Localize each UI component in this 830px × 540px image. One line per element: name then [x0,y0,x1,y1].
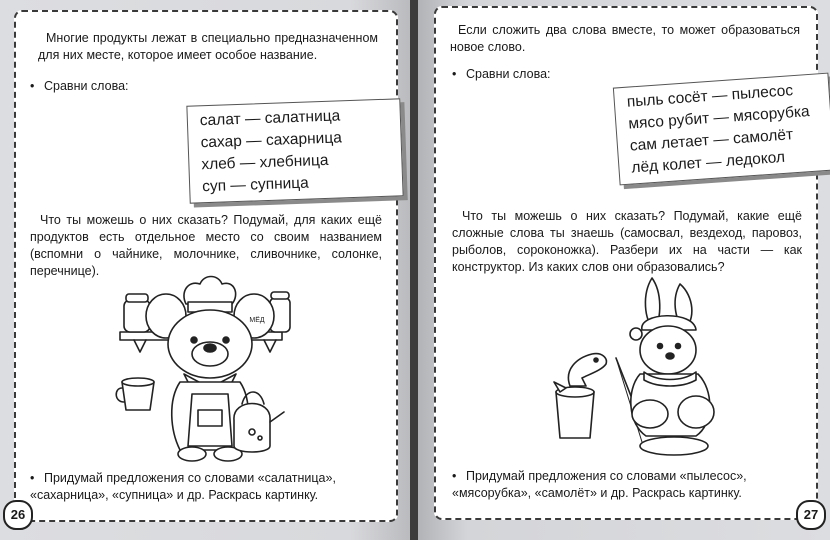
kettle [234,404,270,453]
left-page-card [14,10,398,522]
bunny-head [640,326,696,374]
bucket [556,392,594,438]
bunny-fishing-illustration [546,274,756,466]
bullet-icon: • [30,79,35,93]
apron [188,394,232,446]
word-pair: салат — салатница [199,107,341,130]
right-compare-text: Сравни слова: [466,67,551,81]
page-number-left: 26 [3,500,33,530]
right-page [418,0,830,540]
right-question-text: Что ты можешь о них сказать? Подумай, какие ещё сложные слова ты знаешь (самосвал, вездеход, паровоз, рыболов, сороконожка). Разбери их на части — как конструктор. Из каких слов они образовались? [452,209,802,274]
right-page-card [434,6,818,520]
right-intro-text: Если сложить два слова вместе, то может образоваться новое слово. [450,23,800,54]
word-pair: мясо рубит — мясорубка [627,103,811,133]
left-question-text: Что ты можешь о них сказать? Подумай, для каких ещё продуктов есть отдельное место со своим названием (вспомни о чайнике, молочнике, сливочнике, солонке, перечнице). [30,213,382,278]
word-pair: пыль сосёт — пылесос [626,82,794,111]
word-pair: сахар — сахарница [200,129,343,152]
page-number-right: 27 [796,500,826,530]
right-compare-label [452,66,551,83]
ice-hole [640,437,708,455]
fish [568,354,606,386]
left-intro-text: Многие продукты лежат в специально предназначенном для них месте, которое имеет особое название. [38,31,378,62]
right-task [452,468,802,502]
left-task-text: Придумай предложения со словами «салатница», «сахарница», «супница» и др. Раскрась картинку. [30,471,336,502]
left-task [30,470,382,504]
bullet-icon: • [30,471,35,485]
right-word-pairs-card [613,73,830,186]
left-page [0,0,412,540]
bullet-icon: • [452,67,457,81]
honey-jar-label: МЁД [249,317,265,324]
word-pair: хлеб — хлебница [201,151,329,174]
chef-hat [184,277,236,305]
right-task-text: Придумай предложения со словами «пылесос», «мясорубка», «самолёт» и др. Раскрась картинку. [452,469,747,500]
left-compare-label [30,78,129,95]
mouse-cook-illustration [114,270,294,466]
word-pair: лёд колет — ледокол [630,148,786,177]
left-word-pairs-card [186,98,403,203]
bullet-icon: • [452,469,457,483]
word-pair: суп — супница [201,174,310,196]
word-pair: сам летает — самолёт [629,126,794,155]
left-compare-text: Сравни слова: [44,79,129,93]
